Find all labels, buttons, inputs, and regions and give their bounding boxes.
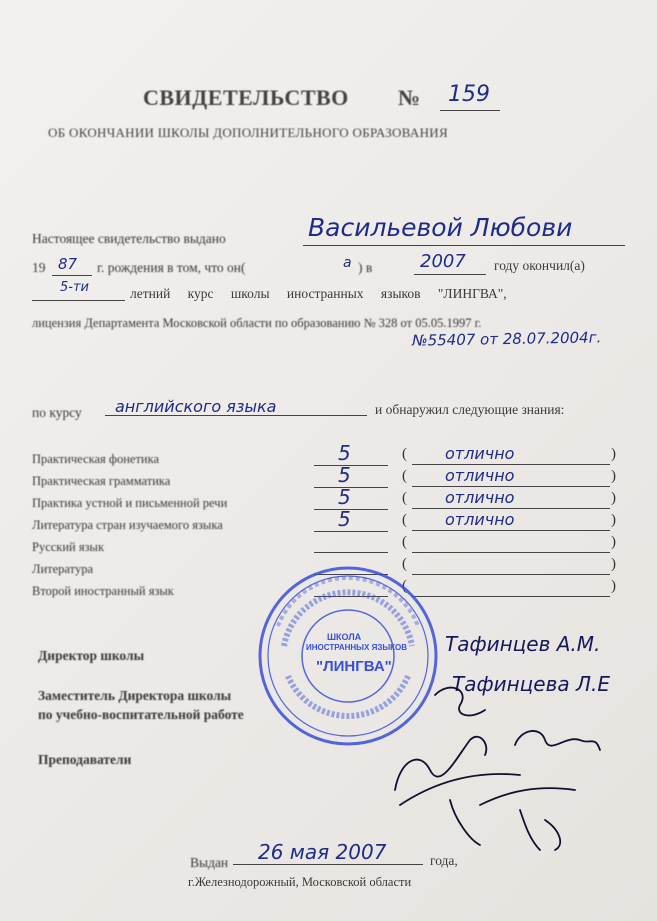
grade-underline [314,487,388,488]
issue-place: г.Железнодорожный, Московской области [188,875,412,889]
word-underline [412,530,610,531]
number-sign: № [398,85,421,110]
word-underline [412,596,610,597]
subject-prefix: по курсу [32,405,82,420]
certificate-title: СВИДЕТЕЛЬСТВО [143,85,349,110]
license-text: лицензия Департамента Московской области по образованию № 328 от 05.05.1997 г. [32,316,482,330]
course-text: летний курс школы иностранных языков "ЛИНГВА", [130,286,507,301]
grade-subject: Практическая фонетика [32,452,160,466]
paren-close: ) [611,446,616,462]
grade-word: отлично [445,466,515,485]
deputy-label-line1: Заместитель Директора школы [38,688,232,703]
paren-open: ( [402,490,407,506]
grade-value: 5 [338,485,351,509]
paren-close: ) [611,512,616,528]
issued-lead: Настоящее свидетельство выдано [32,231,226,246]
born-year: 87 [58,255,78,273]
word-underline [412,574,610,575]
grade-word: отлично [445,488,515,507]
grade-subject: Русский язык [32,540,105,554]
grade-value: 5 [338,507,351,531]
grade-word: отлично [445,510,515,529]
deputy-name: Тафинцева Л.Е [452,672,610,696]
grade-subject: Практика устной и письменной речи [32,496,228,510]
stamp-text-name: "ЛИНГВА" [316,658,392,675]
paren-close: ) [611,534,616,550]
course-years: 5-ти [60,280,89,295]
paren-open: ( [402,446,407,462]
grade-subject: Практическая грамматика [32,474,171,488]
stamp-text-top: ШКОЛА [327,632,362,642]
word-underline [412,486,610,487]
recipient-name: Васильевой Любови [308,213,573,242]
grade-subject: Литература [32,562,93,576]
subject-underline [105,415,367,416]
paren-close: ) [611,468,616,484]
director-name: Тафинцев А.М. [445,632,601,656]
deputy-label-line2: по учебно-воспитательной работе [38,707,244,722]
paren-open: ( [402,468,407,484]
paren-open: ( [402,578,407,594]
course-underline [32,300,125,301]
grade-underline [314,509,388,510]
subject-suffix: и обнаружил следующие знания: [375,402,565,417]
born-underline [52,275,92,276]
license-addition: №55407 от 28.07.2004г. [411,328,602,350]
gender-suffix: а [343,255,352,271]
grade-underline [314,531,388,532]
stamp-text-mid: ИНОСТРАННЫХ ЯЗЫКОВ [306,643,408,652]
word-underline [412,464,610,465]
graduation-year: 2007 [420,251,466,272]
number-underline [440,110,500,111]
paren-close: ) [611,556,616,572]
grade-word: отлично [445,444,515,463]
word-underline [412,508,610,509]
grade-underline [314,552,388,553]
paren-close: ) [611,490,616,506]
born-prefix: 19 [32,260,46,275]
grade-underline [314,574,388,575]
director-label: Директор школы [38,648,145,663]
year-suffix: году окончил(а) [494,258,585,273]
paren-open: ( [402,534,407,550]
grade-underline [314,596,388,597]
paren-open: ( [402,512,407,528]
grade-subject: Литература стран изучаемого языка [32,518,223,532]
issued-label: Выдан [190,855,229,870]
paren-open: ( [402,556,407,572]
certificate-subtitle: ОБ ОКОНЧАНИИ ШКОЛЫ ДОПОЛНИТЕЛЬНОГО ОБРАЗОВАНИЯ [48,125,448,140]
year-underline [414,274,486,275]
born-text-2: ) в [358,260,373,275]
paren-close: ) [611,578,616,594]
certificate-number: 159 [448,82,490,107]
word-underline [412,552,610,553]
grade-value: 5 [338,441,351,465]
year-word: года, [430,853,458,868]
grade-underline [314,465,388,466]
grade-subject: Второй иностранный язык [32,584,174,598]
grade-value: 5 [338,463,351,487]
teachers-label: Преподаватели [38,752,132,767]
name-underline [303,245,625,246]
born-text: г. рождения в том, что он( [97,260,246,275]
issued-date: 26 мая 2007 [258,840,387,864]
subject-language: английского языка [115,397,277,416]
date-underline [233,864,423,865]
